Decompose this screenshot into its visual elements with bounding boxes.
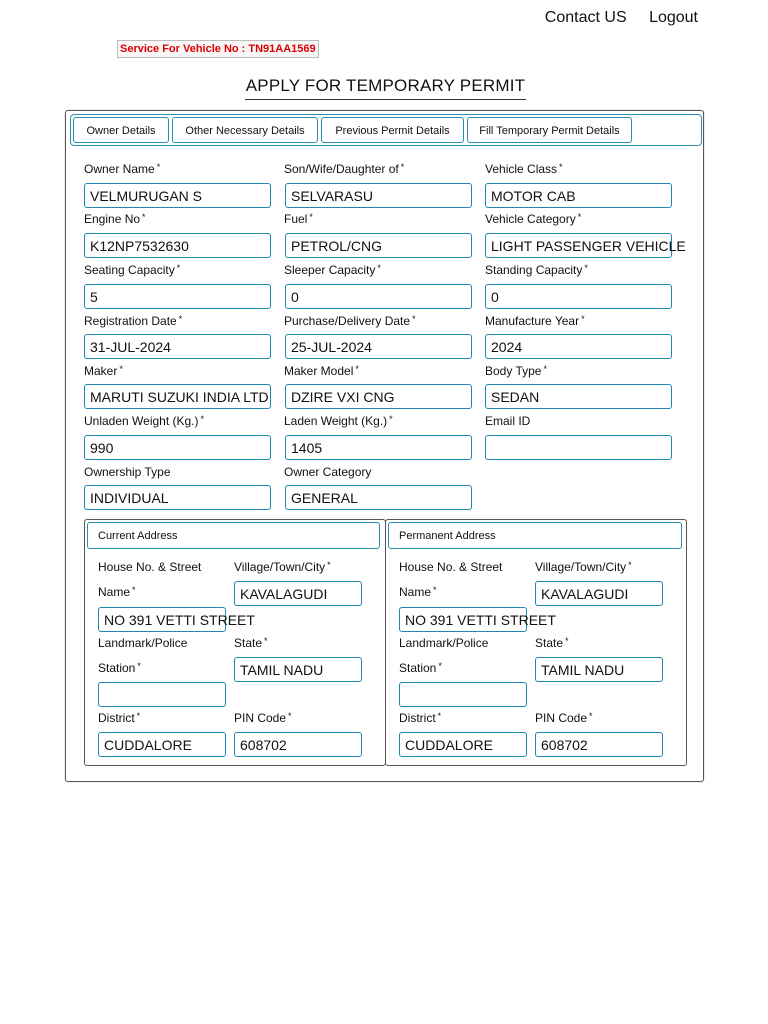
relation-field[interactable]: SELVARASU (285, 183, 472, 208)
current-state-label: State * (234, 636, 268, 650)
current-landmark-label: Landmark/Police (98, 636, 188, 650)
current-landmark-field[interactable] (98, 682, 226, 707)
vehicle-class-field[interactable]: MOTOR CAB (485, 183, 672, 208)
owner-name-label: Owner Name * (84, 162, 161, 176)
current-state-field[interactable]: TAMIL NADU (234, 657, 362, 682)
registration-date-label: Registration Date * (84, 314, 183, 328)
permanent-address-panel (385, 519, 687, 766)
current-village-label: Village/Town/City * (234, 560, 331, 574)
manufacture-year-label: Manufacture Year * (485, 314, 585, 328)
maker-model-field[interactable]: DZIRE VXI CNG (285, 384, 472, 409)
current-house-label-name: Name * (98, 585, 136, 599)
permanent-state-field[interactable]: TAMIL NADU (535, 657, 663, 682)
owner-category-label: Owner Category (284, 465, 372, 479)
standing-capacity-field[interactable]: 0 (485, 284, 672, 309)
engine-no-field[interactable]: K12NP7532630 (84, 233, 271, 258)
current-pin-label: PIN Code * (234, 711, 292, 725)
permanent-village-label: Village/Town/City * (535, 560, 632, 574)
permanent-pin-field[interactable]: 608702 (535, 732, 663, 757)
permanent-house-label-name: Name * (399, 585, 437, 599)
purchase-date-field[interactable]: 25-JUL-2024 (285, 334, 472, 359)
vehicle-class-label: Vehicle Class * (485, 162, 563, 176)
purchase-date-label: Purchase/Delivery Date * (284, 314, 416, 328)
vehicle-category-label: Vehicle Category * (485, 212, 582, 226)
registration-date-field[interactable]: 31-JUL-2024 (84, 334, 271, 359)
current-house-label: House No. & Street (98, 560, 202, 574)
tab-bar (70, 114, 702, 146)
seating-capacity-field[interactable]: 5 (84, 284, 271, 309)
permanent-landmark-field[interactable] (399, 682, 527, 707)
fuel-label: Fuel * (284, 212, 313, 226)
current-address-title: Current Address (87, 522, 380, 549)
unladen-weight-label: Unladen Weight (Kg.) * (84, 414, 205, 428)
permanent-house-label: House No. & Street (399, 560, 503, 574)
contact-us-link[interactable]: Contact US (544, 9, 627, 26)
tab-previous-permit-details[interactable]: Previous Permit Details (321, 117, 464, 143)
seating-capacity-label: Seating Capacity * (84, 263, 181, 277)
fuel-field[interactable]: PETROL/CNG (285, 233, 472, 258)
page-title: APPLY FOR TEMPORARY PERMIT (245, 76, 526, 100)
maker-label: Maker * (84, 364, 123, 378)
permanent-landmark-label: Landmark/Police (399, 636, 489, 650)
ownership-type-label: Ownership Type (84, 465, 171, 479)
sleeper-capacity-field[interactable]: 0 (285, 284, 472, 309)
current-district-field[interactable]: CUDDALORE (98, 732, 226, 757)
sleeper-capacity-label: Sleeper Capacity * (284, 263, 381, 277)
current-pin-field[interactable]: 608702 (234, 732, 362, 757)
permanent-district-field[interactable]: CUDDALORE (399, 732, 527, 757)
permanent-landmark-label-station: Station * (399, 661, 442, 675)
permanent-pin-label: PIN Code * (535, 711, 593, 725)
permanent-state-label: State * (535, 636, 569, 650)
vehicle-category-field[interactable]: LIGHT PASSENGER VEHICLE (485, 233, 672, 258)
unladen-weight-field[interactable]: 990 (84, 435, 271, 460)
body-type-field[interactable]: SEDAN (485, 384, 672, 409)
manufacture-year-field[interactable]: 2024 (485, 334, 672, 359)
permanent-house-field[interactable]: NO 391 VETTI STREET (399, 607, 527, 632)
current-landmark-label-station: Station * (98, 661, 141, 675)
email-field[interactable] (485, 435, 672, 460)
tab-other-necessary-details[interactable]: Other Necessary Details (172, 117, 318, 143)
engine-no-label: Engine No * (84, 212, 146, 226)
body-type-label: Body Type * (485, 364, 547, 378)
permanent-address-title: Permanent Address (388, 522, 682, 549)
relation-label: Son/Wife/Daughter of * (284, 162, 405, 176)
current-house-field[interactable]: NO 391 VETTI STREET (98, 607, 226, 632)
ownership-type-field[interactable]: INDIVIDUAL (84, 485, 271, 510)
tab-fill-temporary-permit-details[interactable]: Fill Temporary Permit Details (467, 117, 632, 143)
laden-weight-field[interactable]: 1405 (285, 435, 472, 460)
service-banner: Service For Vehicle No : TN91AA1569 (117, 40, 319, 58)
logout-link[interactable]: Logout (649, 9, 698, 26)
owner-name-field[interactable]: VELMURUGAN S (84, 183, 271, 208)
tab-owner-details[interactable]: Owner Details (73, 117, 169, 143)
top-links (527, 9, 698, 27)
laden-weight-label: Laden Weight (Kg.) * (284, 414, 393, 428)
maker-field[interactable]: MARUTI SUZUKI INDIA LTD (84, 384, 271, 409)
permanent-district-label: District * (399, 711, 442, 725)
maker-model-label: Maker Model * (284, 364, 359, 378)
permit-form (65, 110, 704, 782)
current-district-label: District * (98, 711, 141, 725)
current-address-panel (84, 519, 386, 766)
owner-category-field[interactable]: GENERAL (285, 485, 472, 510)
email-label: Email ID (485, 414, 531, 428)
permanent-village-field[interactable]: KAVALAGUDI (535, 581, 663, 606)
current-village-field[interactable]: KAVALAGUDI (234, 581, 362, 606)
standing-capacity-label: Standing Capacity * (485, 263, 588, 277)
